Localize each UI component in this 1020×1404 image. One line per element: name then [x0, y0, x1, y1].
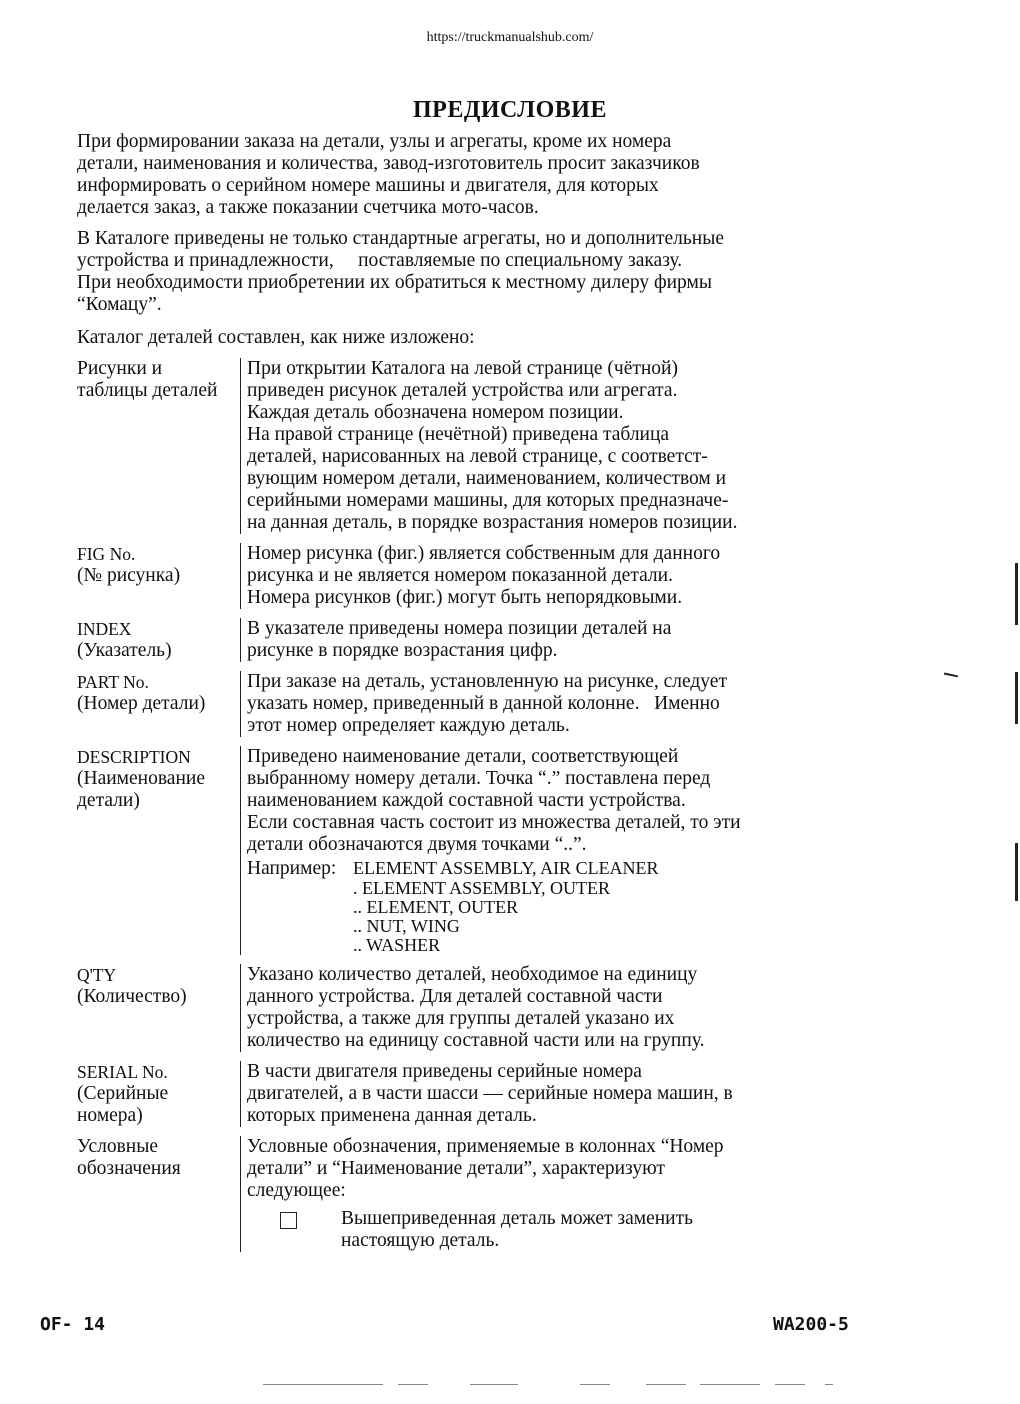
column-divider — [240, 618, 241, 662]
section-fig-no — [77, 543, 807, 609]
description-example: Например: ELEMENT ASSEMBLY, AIR CLEANER . ELEMENT ASSEMBLY, OUTER .. ELEMENT, OUTER .. NUT, WING .. WASHER — [247, 858, 796, 955]
section-text: Номер рисунка (фиг.) является собственным для данного рисунка и не является номером показанной детали. Номера рисунков (фиг.) могут быть непорядковыми. — [247, 543, 721, 608]
section-text: В части двигателя приведены серийные номера двигателей, а в части шасси — серийные номера машин, в которых применена данная деталь. — [247, 1061, 733, 1126]
text-line: делается заказ, а также показании счетчика мото-часов. — [77, 197, 539, 218]
page-title: ПРЕДИСЛОВИЕ — [413, 97, 607, 123]
text-line: детали, наименования и количества, завод-изготовитель просит заказчиков — [77, 153, 700, 174]
scan-mark — [470, 1384, 518, 1385]
text-line: устройства и принадлежности, поставляемые по специальному заказу. — [77, 250, 683, 271]
section-text: В указателе приведены номера позиции деталей на рисунке в порядке возрастания цифр. — [247, 618, 672, 661]
text-line: В Каталоге приведены не только стандартные агрегаты, но и дополнительные — [77, 228, 724, 249]
section-description — [77, 746, 807, 955]
example-item: . ELEMENT ASSEMBLY, OUTER — [353, 878, 611, 898]
scan-mark — [646, 1384, 686, 1385]
example-item: .. WASHER — [353, 935, 441, 955]
empty-square-icon — [280, 1212, 297, 1229]
column-divider — [240, 1061, 241, 1127]
example-item: .. NUT, WING — [353, 916, 460, 936]
intro-paragraph-3: Каталог деталей составлен, как ниже изложено: — [77, 327, 475, 348]
section-symbols — [77, 1136, 807, 1252]
section-text: Условные обозначения, применяемые в колоннах “Номер детали” и “Наименование детали”, характеризуют следующее: Вышеприведенная деталь может заменить настоящую деталь. — [247, 1136, 796, 1252]
text-line: “Комацу”. — [77, 294, 162, 315]
scan-mark — [944, 673, 958, 677]
column-divider — [240, 671, 241, 737]
page-number: OF- 14 — [40, 1314, 106, 1335]
sections-list — [77, 358, 807, 1261]
section-text: При открытии Каталога на левой странице (чётной) приведен рисунок деталей устройства или агрегата. Каждая деталь обозначена номером позиции. На правой странице (нечётной) приведена таблица деталей, нарисованных на левой странице, с соответст- вующим номером детали, наименованием, количеством и серийными номерами машины, для которых предназначе- на данная деталь, в порядке возрастания номеров позиции. — [247, 358, 738, 533]
section-index — [77, 618, 807, 662]
section-serial-no — [77, 1061, 807, 1127]
section-label: FIG No. (№ рисунка) — [77, 544, 181, 586]
scan-mark — [1015, 672, 1018, 724]
scan-mark — [775, 1384, 805, 1385]
scan-mark — [825, 1384, 833, 1385]
scan-mark — [263, 1384, 383, 1385]
scan-mark — [398, 1384, 428, 1385]
section-label: PART No. (Номер детали) — [77, 672, 206, 714]
section-text: При заказе на деталь, установленную на рисунке, следует указать номер, приведенный в данной колонне. Именно этот номер определяет каждую деталь. — [247, 671, 727, 736]
column-divider — [240, 358, 241, 534]
section-label: Q'TY (Количество) — [77, 965, 187, 1007]
section-label: Рисунки и таблицы деталей — [77, 358, 218, 401]
scan-mark — [700, 1384, 760, 1385]
section-drawings-tables — [77, 358, 807, 534]
column-divider — [240, 746, 241, 955]
scan-mark — [1015, 843, 1018, 901]
text-line: При формировании заказа на детали, узлы и агрегаты, кроме их номера — [77, 131, 672, 152]
example-item: .. ELEMENT, OUTER — [353, 897, 519, 917]
model-code: WA200-5 — [773, 1314, 849, 1335]
source-url: https://truckmanualshub.com/ — [426, 30, 594, 45]
text-line: При необходимости приобретении их обратиться к местному дилеру фирмы — [77, 272, 712, 293]
text-line: информировать о серийном номере машины и двигателя, для которых — [77, 175, 659, 196]
scan-mark — [1015, 563, 1018, 625]
column-divider — [240, 964, 241, 1052]
section-label: DESCRIPTION (Наименование детали) — [77, 747, 205, 811]
section-part-no — [77, 671, 807, 737]
section-label: INDEX (Указатель) — [77, 619, 172, 661]
section-label: Условные обозначения — [77, 1136, 181, 1179]
legend-item — [247, 1208, 796, 1252]
legend-text: Вышеприведенная деталь может заменить настоящую деталь. — [341, 1208, 694, 1251]
section-text: Указано количество деталей, необходимое на единицу данного устройства. Для деталей составной части устройства, а также для группы деталей указано их количество на единицу составной части или на группу. — [247, 964, 705, 1051]
scan-mark — [580, 1384, 610, 1385]
intro-paragraph-2 — [77, 228, 798, 316]
section-label: SERIAL No. (Серийные номера) — [77, 1062, 169, 1126]
intro-paragraph-1 — [77, 131, 798, 219]
section-text: Приведено наименование детали, соответствующей выбранному номеру детали. Точка “.” поставлена перед наименованием каждой составной части устройства. Если составная часть состоит из множества деталей, то эти детали обозначаются двумя точками “..”. Например: ELEMENT ASSEMBLY, AIR CLEANER . ELEMENT ASSEMBLY, OUTER .. ELEMENT, OUTER .. NUT, WING .. WASHER — [247, 746, 796, 955]
column-divider — [240, 1136, 241, 1252]
section-qty — [77, 964, 807, 1052]
column-divider — [240, 543, 241, 609]
